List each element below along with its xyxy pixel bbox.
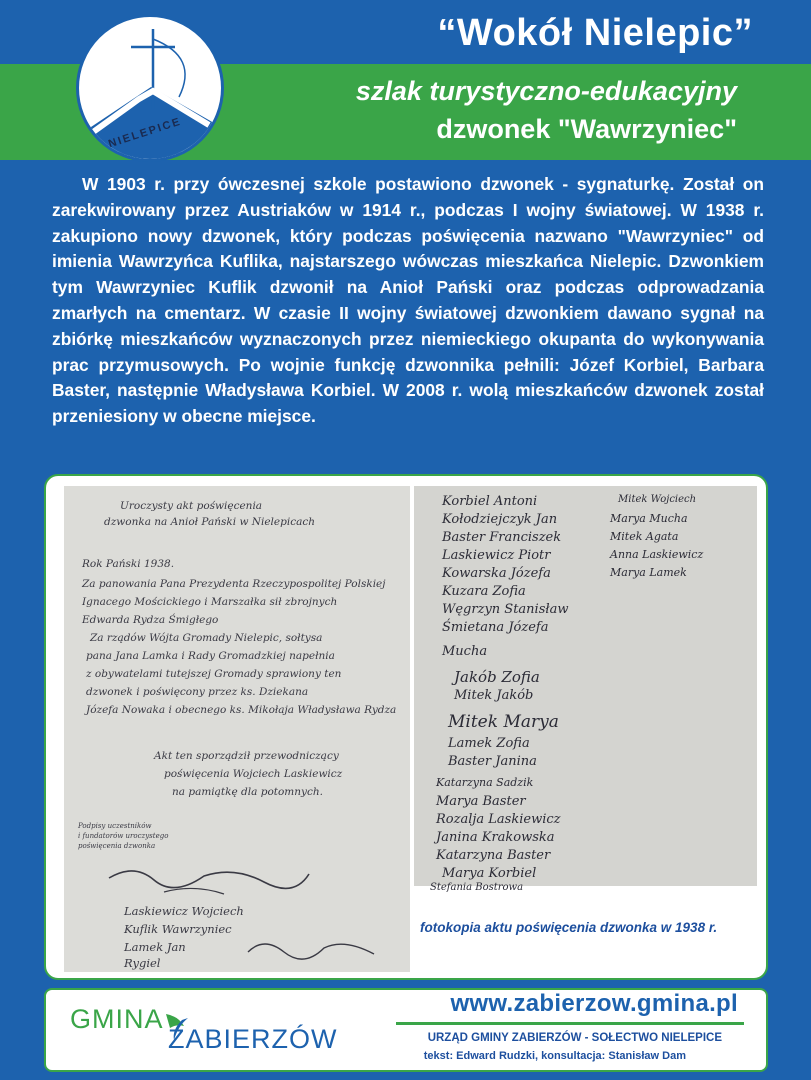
handwritten-line: na pamiątkę dla potomnych. [172, 786, 323, 798]
gmina-word: GMINA [70, 1004, 164, 1034]
office-line: URZĄD GMINY ZABIERZÓW - SOŁECTWO NIELEPICE [427, 1032, 722, 1044]
subtitle-trail: szlak turystyczno-edukacyjny [355, 76, 737, 106]
handwritten-name: Mitek Marya [448, 712, 559, 732]
subtitle-bell: dzwonek "Wawrzyniec" [436, 114, 737, 144]
handwritten-name: Śmietana Józefa [442, 620, 549, 635]
document-page-left [64, 486, 410, 972]
cross-mountain-icon [79, 17, 221, 159]
handwritten-name: Kowarska Józefa [442, 566, 551, 581]
handwritten-name: Mitek Wojciech [618, 494, 697, 505]
handwritten-line: Rygiel [124, 956, 161, 970]
handwritten-name: Baster Janina [448, 754, 537, 769]
footer [44, 988, 768, 1072]
handwritten-line: Rok Pański 1938. [82, 558, 175, 570]
handwritten-name: Lamek Zofia [448, 736, 530, 751]
handwritten-line: Uroczysty akt poświęcenia [120, 500, 263, 512]
zabierzow-word: ZABIERZÓW [168, 1024, 338, 1054]
history-paragraph: W 1903 r. przy ówczesnej szkole postawiono dzwonek - sygnaturkę. Został on zarekwirowany przez Austriaków w 1914 r., podczas I wojny światowej. W 1938 r. zakupiono nowy dzwonek, który podczas poświęcenia nazwano "Wawrzyniec" od imienia Wawrzyńca Kuflika, najstarszego wówczas mieszkańca Nielepic. Dzwonkiem tym Wawrzyniec Kuflik dzwonił na Anioł Pański oraz podczas odprowadzania zmarłych na cmentarz. W czasie II wojny światowej dzwonkiem dawano sygnał na zbiórkę mieszkańców wyznaczonych przez niemieckiego okupanta do wykonywania prac przymusowych. Po wojnie funkcję dzwonnika pełnili: Józef Korbiel, Barbara Baster, następnie Władysława Korbiel. W 2008 r. wolą mieszkańców dzwonek został przeniesiony w obecne miejsce. [52, 174, 764, 427]
nielepice-logo [76, 14, 224, 162]
handwritten-name: Mucha [442, 644, 488, 659]
handwritten-line: poświęcenia Wojciech Laskiewicz [164, 768, 343, 780]
signature-scribble [244, 932, 384, 968]
handwritten-name: Marya Mucha [610, 512, 688, 525]
document-page-right [414, 486, 757, 893]
photocopy-frame [44, 474, 768, 980]
website-link[interactable]: www.zabierzow.gmina.pl [450, 990, 738, 1017]
handwritten-line: poświęcenia dzwonka [78, 842, 156, 850]
handwritten-line: Lamek Jan [124, 940, 186, 954]
handwritten-name: Mitek Agata [610, 530, 679, 543]
handwritten-line: dzwonek i poświęcony przez ks. Dziekana [86, 686, 309, 698]
handwritten-line: Za rządów Wójta Gromady Nielepic, sołtysa [90, 632, 323, 644]
handwritten-line: Akt ten sporządził przewodniczący [154, 750, 339, 762]
signature-scribble [104, 858, 314, 898]
handwritten-line: pana Jana Lamka i Rady Gromadzkiej napełnia [86, 650, 335, 662]
handwritten-name: Stefania Bostrowa [430, 882, 524, 893]
handwritten-name: Węgrzyn Stanisław [442, 602, 569, 617]
handwritten-name: Kołodziejczyk Jan [442, 512, 558, 527]
handwritten-line: Kuflik Wawrzyniec [124, 922, 232, 936]
credits-line: tekst: Edward Rudzki, konsultacja: Stanisław Dam [423, 1050, 686, 1062]
handwritten-name: Katarzyna Baster [436, 848, 551, 863]
logo-text: NIELEPICE [107, 115, 184, 151]
handwritten-line: Laskiewicz Wojciech [124, 904, 244, 918]
handwritten-name: Kuzara Zofia [442, 584, 526, 599]
handwritten-name: Laskiewicz Piotr [442, 548, 551, 563]
handwritten-line: i fundatorów uroczystego [78, 832, 169, 840]
handwritten-line: Edwarda Rydza Śmigłego [82, 614, 219, 626]
handwritten-name: Marya Baster [436, 794, 526, 809]
handwritten-name: Marya Korbiel [442, 866, 537, 881]
footer-divider [396, 1022, 744, 1025]
handwritten-line: Józefa Nowaka i obecnego ks. Mikołaja Władysława Rydza [86, 704, 397, 716]
handwritten-name: Baster Franciszek [442, 530, 562, 545]
photo-caption: fotokopia aktu poświęcenia dzwonka w 1938 r. [420, 920, 718, 935]
handwritten-name: Korbiel Antoni [442, 494, 538, 509]
page-title: “Wokół Nielepic” [437, 12, 753, 54]
handwritten-line: Ignacego Mościckiego i Marszałka sił zbrojnych [82, 596, 338, 608]
handwritten-name: Anna Laskiewicz [610, 548, 704, 561]
handwritten-line: dzwonka na Anioł Pański w Nielepicach [104, 516, 315, 528]
handwritten-name: Rozalja Laskiewicz [436, 812, 561, 827]
handwritten-name: Mitek Jakób [454, 688, 534, 703]
handwritten-name: Jakób Zofia [454, 668, 540, 686]
handwritten-line: Podpisy uczestników [78, 822, 152, 830]
handwritten-name: Janina Krakowska [436, 830, 555, 845]
handwritten-name: Marya Lamek [610, 566, 687, 579]
handwritten-line: z obywatelami tutejszej Gromady sprawiony ten [86, 668, 342, 680]
handwritten-name: Katarzyna Sadzik [436, 776, 534, 789]
handwritten-line: Za panowania Pana Prezydenta Rzeczypospolitej Polskiej [82, 578, 386, 590]
